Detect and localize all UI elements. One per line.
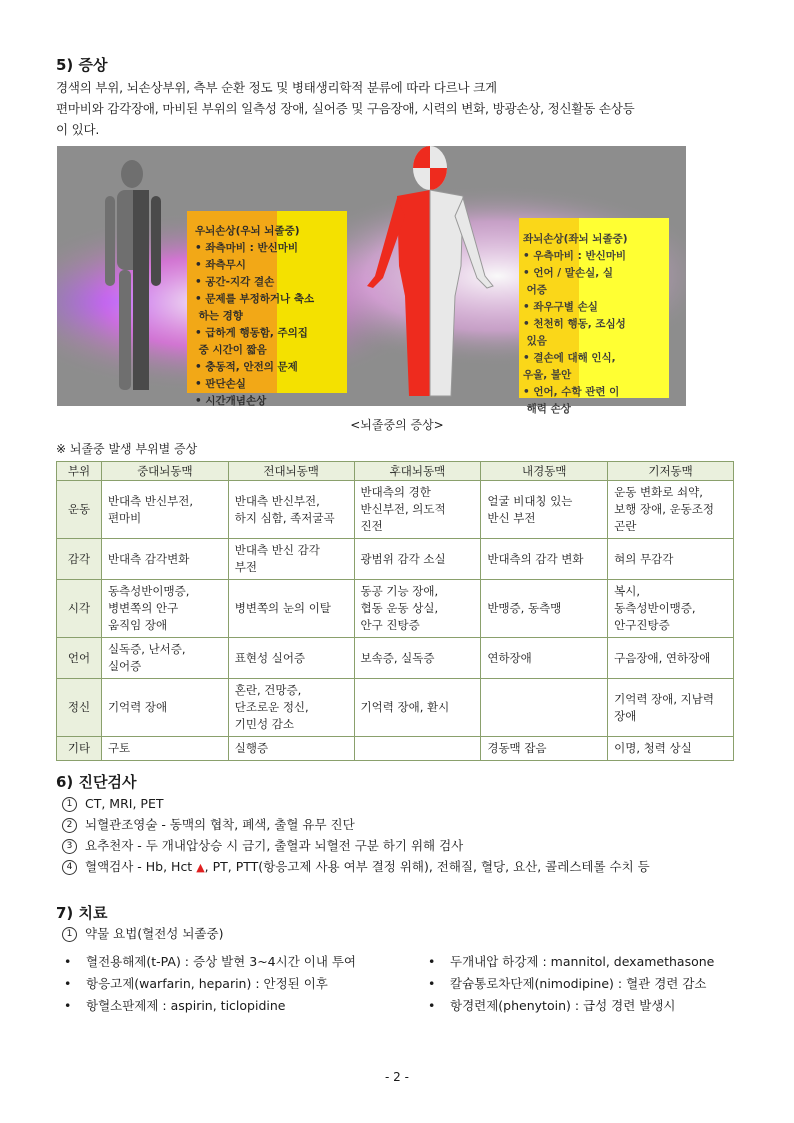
- table-cell: 구음장애, 연하장애: [608, 638, 734, 679]
- diagnosis-item: [62, 814, 650, 835]
- box-item-cont: 우울, 불안: [523, 369, 572, 381]
- box-item-cont: 중 시간이 짧음: [195, 344, 267, 356]
- treatment-sub: [62, 923, 223, 944]
- section-5-text: [56, 77, 740, 140]
- table-cell: 기억력 장애, 환시: [354, 679, 481, 737]
- box-item: • 천천히 행동, 조심성: [523, 318, 626, 330]
- box-item: • 문제를 부정하거나 축소: [195, 293, 315, 305]
- treatment-sub-text: 약물 요법(혈전성 뇌졸중): [85, 926, 224, 941]
- table-header-cell: 부위: [57, 462, 102, 481]
- num-badge: 2: [62, 818, 77, 833]
- box-item-cont: 해력 손상: [523, 403, 571, 415]
- s5-line-2: 편마비와 감각장애, 마비된 부위의 일측성 장애, 실어증 및 구음장애, 시력의 변화, 방광손상, 정신활동 손상등: [56, 101, 635, 116]
- treatment-item: • 혈전용해제(t-PA) : 증상 발현 3~4시간 이내 투여: [64, 951, 356, 973]
- diagnosis-text: 요추천자 - 두 개내압상승 시 금기, 출혈과 뇌혈전 구분 하기 위해 검사: [85, 838, 464, 853]
- num-badge: 1: [62, 797, 77, 812]
- table-cell: 구토: [101, 737, 228, 761]
- diagnosis-list: [62, 793, 650, 877]
- table-cell: 동공 기능 장애, 협동 운동 상실, 안구 진탕증: [354, 580, 481, 638]
- box-item: • 시간개념손상: [195, 395, 267, 407]
- box-item: • 좌우구별 손실: [523, 301, 598, 313]
- row-header-cell: 언어: [57, 638, 102, 679]
- table-cell: 반대측 반신부전, 하지 심함, 족저굴곡: [228, 481, 354, 539]
- box-item-cont: 있음: [523, 335, 547, 347]
- diagnosis-text: CT, MRI, PET: [85, 796, 164, 811]
- box-item-cont: 하는 경향: [195, 310, 243, 322]
- table-cell: 반대측의 경한 반신부전, 의도적 진전: [354, 481, 481, 539]
- table-row: [57, 481, 734, 539]
- stroke-symptoms-figure: [57, 146, 686, 415]
- figure-graphic: [57, 146, 686, 415]
- increase-arrow-icon: ▲: [196, 861, 205, 874]
- table-cell: 보속증, 실독증: [354, 638, 481, 679]
- num-badge: 4: [62, 860, 77, 875]
- stroke-symptom-table: [56, 461, 734, 761]
- table-cell: [481, 679, 608, 737]
- table-cell: 반대측 감각변화: [101, 539, 228, 580]
- table-header-cell: 중대뇌동맥: [101, 462, 228, 481]
- s5-line-3: 이 있다.: [56, 122, 100, 137]
- table-cell: 기억력 장애, 지남력 장애: [608, 679, 734, 737]
- diagnosis-text: 뇌혈관조영술 - 동맥의 협착, 폐색, 출혈 유무 진단: [85, 817, 355, 832]
- box-item: • 언어, 수학 관련 이: [523, 386, 620, 398]
- table-header-row: [57, 462, 734, 481]
- figure-caption: <뇌졸중의 증상>: [350, 418, 444, 432]
- box-item: • 좌측마비 : 반신마비: [195, 242, 299, 254]
- table-cell: 이명, 청력 상실: [608, 737, 734, 761]
- num-badge: 3: [62, 839, 77, 854]
- table-cell: 경동맥 잡음: [481, 737, 608, 761]
- table-cell: 얼굴 비대칭 있는 반신 부전: [481, 481, 608, 539]
- table-row: [57, 737, 734, 761]
- table-row: [57, 539, 734, 580]
- treatment-item: • 항응고제(warfarin, heparin) : 안정된 이후: [64, 973, 356, 995]
- treatment-item: • 항혈소판제제 : aspirin, ticlopidine: [64, 995, 356, 1017]
- table-cell: 운동 변화로 쇠약, 보행 장애, 운동조정 곤란: [608, 481, 734, 539]
- box-item: • 결손에 대해 인식,: [523, 352, 620, 364]
- table-cell: 연하장애: [481, 638, 608, 679]
- table-header-cell: 후대뇌동맥: [354, 462, 481, 481]
- table-cell: 기억력 장애: [101, 679, 228, 737]
- table-cell: 병변쪽의 눈의 이탈: [228, 580, 354, 638]
- box-title: 우뇌손상(우뇌 뇌졸중): [195, 225, 300, 237]
- box-item: • 공간-지각 결손: [195, 276, 275, 288]
- treatment-list-left: [64, 951, 356, 1017]
- table-header-cell: 기저동맥: [608, 462, 734, 481]
- table-cell: 반맹증, 동측맹: [481, 580, 608, 638]
- table-cell: 실행증: [228, 737, 354, 761]
- table-row: [57, 638, 734, 679]
- table-cell: 동측성반이맹증, 병변쪽의 안구 움직임 장애: [101, 580, 228, 638]
- treatment-list-right: [428, 951, 714, 1017]
- table-cell: 혀의 무감각: [608, 539, 734, 580]
- table-cell: 혼란, 건망증, 단조로운 정신, 기민성 감소: [228, 679, 354, 737]
- diagnosis-text: 혈액검사 - Hb, Hct: [85, 859, 197, 874]
- left-brain-box: [522, 232, 628, 415]
- box-title: 좌뇌손상(좌뇌 뇌졸중): [523, 233, 628, 245]
- table-row: [57, 580, 734, 638]
- box-item: • 언어 / 말손실, 실: [523, 267, 614, 279]
- table-header-cell: 내경동맥: [481, 462, 608, 481]
- diagnosis-item: [62, 856, 650, 877]
- row-header-cell: 감각: [57, 539, 102, 580]
- treatment-item: • 항경련제(phenytoin) : 급성 경련 발생시: [428, 995, 714, 1017]
- treatment-item: • 두개내압 하강제 : mannitol, dexamethasone: [428, 951, 714, 973]
- diagnosis-item: [62, 835, 650, 856]
- box-item: • 충동적, 안전의 문제: [195, 361, 298, 373]
- table-note: ※ 뇌졸중 발생 부위별 증상: [56, 442, 198, 456]
- diagnosis-item: [62, 793, 650, 814]
- section-5-title: 5) 증상: [56, 56, 108, 74]
- table-row: [57, 679, 734, 737]
- row-header-cell: 정신: [57, 679, 102, 737]
- table-cell: 반대측 반신부전, 편마비: [101, 481, 228, 539]
- row-header-cell: 기타: [57, 737, 102, 761]
- box-item: • 우측마비 : 반신마비: [523, 250, 627, 262]
- box-item: • 좌측무시: [195, 259, 246, 271]
- treatment-item: • 칼슘통로차단제(nimodipine) : 혈관 경련 감소: [428, 973, 714, 995]
- s5-line-1: 경색의 부위, 뇌손상부위, 측부 순환 정도 및 병태생리학적 분류에 따라 다르나 크게: [56, 80, 497, 95]
- svg-text:좌뇌손상(좌뇌 뇌졸중)• 우측마비 : 반신마비• 언어: [522, 232, 628, 415]
- table-cell: 복시, 동측성반이맹증, 안구진탕증: [608, 580, 734, 638]
- box-item: • 급하게 행동함, 주의집: [195, 327, 308, 339]
- page-number: - 2 -: [385, 1070, 409, 1084]
- row-header-cell: 운동: [57, 481, 102, 539]
- treatment-sub-item: [62, 923, 223, 944]
- table-body: [57, 481, 734, 761]
- box-item: • 판단손실: [195, 378, 246, 390]
- section-7-title: 7) 치료: [56, 904, 108, 922]
- diagnosis-text-rest: , PT, PTT(항응고제 사용 여부 결정 위해), 전해질, 혈당, 요산, 콜레스테롤 수치 등: [204, 859, 650, 874]
- row-header-cell: 시각: [57, 580, 102, 638]
- table-cell: 실독증, 난서증, 실어증: [101, 638, 228, 679]
- table-cell: 반대측 반신 감각 부전: [228, 539, 354, 580]
- table-cell: 광범위 감각 소실: [354, 539, 481, 580]
- num-badge: 1: [62, 927, 77, 942]
- box-item-cont: 어증: [523, 284, 547, 296]
- table-cell: [354, 737, 481, 761]
- table-cell: 표현성 실어증: [228, 638, 354, 679]
- section-6-title: 6) 진단검사: [56, 773, 137, 791]
- table-cell: 반대측의 감각 변화: [481, 539, 608, 580]
- table-header-cell: 전대뇌동맥: [228, 462, 354, 481]
